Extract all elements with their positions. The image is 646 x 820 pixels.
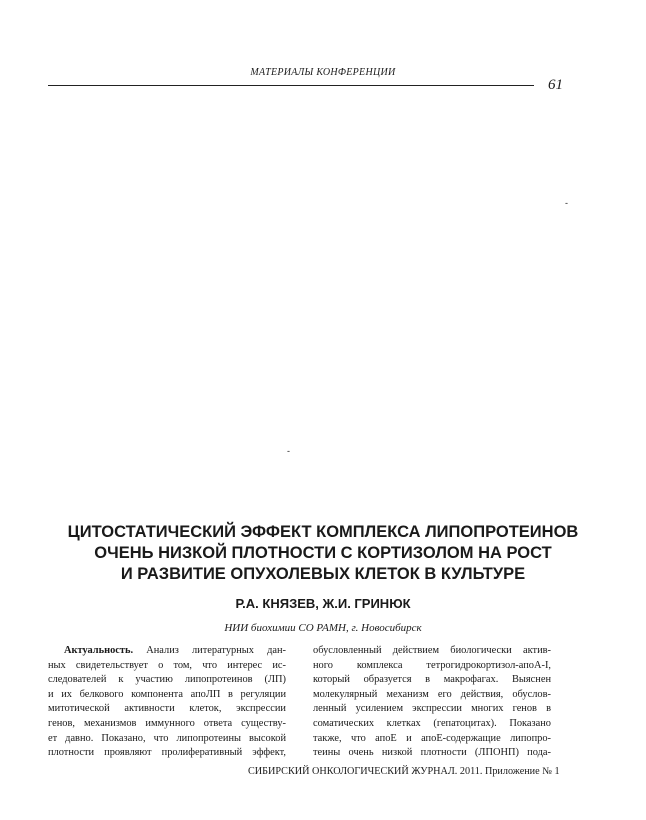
body-line: который образуется в макрофагах. Выяснен	[313, 674, 551, 686]
body-line: генов, механизмов иммунного ответа существу-	[48, 717, 286, 729]
stray-dash-mark: -	[565, 198, 568, 208]
body-line: и их белкового компонента апоЛП в регуляции	[48, 688, 286, 700]
section-lead: Актуальность.	[64, 645, 134, 656]
body-line: ных свидетельствует о том, что интерес ис-	[48, 659, 286, 671]
running-header: МАТЕРИАЛЫ КОНФЕРЕНЦИИ	[250, 67, 396, 78]
header-rule	[48, 85, 534, 86]
title-line: ЦИТОСТАТИЧЕСКИЙ ЭФФЕКТ КОМПЛЕКСА ЛИПОПРОТЕИНОВ	[67, 523, 579, 541]
body-text: Анализ литературных дан-	[133, 645, 286, 656]
right-column	[313, 644, 551, 761]
page-number: 61	[548, 77, 563, 93]
body-line: плотности проявляют пролиферативный эффект,	[48, 747, 286, 759]
body-line: теины очень низкой плотности (ЛПОНП) пода-	[313, 747, 551, 759]
left-column	[48, 644, 286, 761]
authors: Р.А. КНЯЗЕВ, Ж.И. ГРИНЮК	[235, 596, 411, 611]
body-line: ет давно. Показано, что липопротеины высокой	[48, 732, 286, 744]
body-line: также, что апоЕ и апоЕ-содержащие липопро-	[313, 732, 551, 744]
stray-dash-mark: -	[287, 446, 290, 456]
body-line: соматических клетках (гепатоцитах). Показано	[313, 717, 551, 729]
body-line: обусловленный действием биологически актив-	[313, 645, 551, 656]
title-line: И РАЗВИТИЕ ОПУХОЛЕВЫХ КЛЕТОК В КУЛЬТУРЕ	[120, 565, 526, 583]
body-line: следователей к участию липопротеинов (ЛП)	[48, 674, 286, 686]
affiliation: НИИ биохимии СО РАМН, г. Новосибирск	[224, 622, 422, 634]
body-line: ленный усилением экспрессии многих генов в	[313, 703, 551, 715]
body-line: митотической активности клеток, экспрессии	[48, 703, 286, 715]
title-line: ОЧЕНЬ НИЗКОЙ ПЛОТНОСТИ С КОРТИЗОЛОМ НА РОСТ	[94, 544, 552, 562]
journal-footer: СИБИРСКИЙ ОНКОЛОГИЧЕСКИЙ ЖУРНАЛ. 2011. Приложение № 1	[248, 766, 560, 777]
body-line	[48, 644, 286, 659]
body-line: ного комплекса тетрогидрокортизол-апоА-I,	[313, 659, 551, 671]
body-line: молекулярный механизм его действия, обуслов-	[313, 688, 551, 700]
article-title	[0, 522, 646, 585]
